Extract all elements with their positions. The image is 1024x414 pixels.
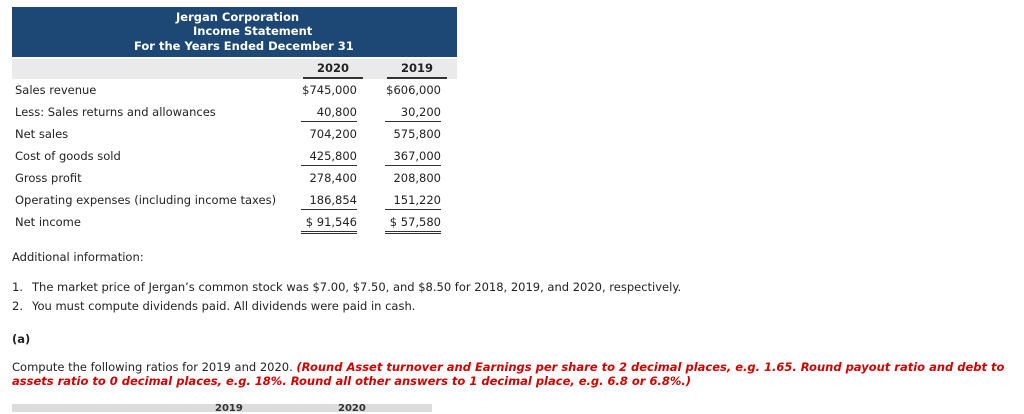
- list-item: [12, 299, 415, 313]
- value-2019: $606,000: [386, 83, 441, 97]
- list-number: 2.: [12, 299, 23, 313]
- value-2019: 575,800: [393, 127, 441, 141]
- answer-column-2020: 2020: [338, 403, 366, 414]
- list-item: [12, 280, 681, 294]
- instructions: [12, 360, 1020, 388]
- statement-period: For the Years Ended December 31: [134, 39, 354, 53]
- list-text: The market price of Jergan’s common stock was $7.00, $7.50, and $8.50 for 2018, 2019, and 2020, respectively.: [32, 280, 682, 294]
- row-label: Operating expenses (including income taxes): [15, 193, 277, 207]
- company-name: Jergan Corporation: [176, 10, 300, 24]
- value-2020: 278,400: [309, 171, 357, 185]
- row-label: Less: Sales returns and allowances: [15, 105, 216, 119]
- value-2020: $ 91,546: [301, 213, 357, 234]
- value-2020: 186,854: [301, 191, 357, 210]
- value-2020: 425,800: [301, 147, 357, 166]
- value-2020: 704,200: [309, 127, 357, 141]
- list-text: You must compute dividends paid. All dividends were paid in cash.: [32, 299, 416, 313]
- row-label: Gross profit: [15, 171, 82, 185]
- part-label: (a): [12, 332, 31, 346]
- statement-title: Income Statement: [193, 24, 313, 38]
- column-header-2020: 2020: [303, 59, 363, 79]
- column-header-2019: 2019: [387, 59, 447, 79]
- value-2019: $ 57,580: [385, 213, 441, 234]
- value-2019: 208,800: [393, 171, 441, 185]
- value-2020: $745,000: [302, 83, 357, 97]
- value-2019: 151,220: [385, 191, 441, 210]
- row-label: Net income: [15, 215, 81, 229]
- additional-info-title: Additional information:: [12, 250, 144, 264]
- row-label: Sales revenue: [15, 83, 97, 97]
- value-2020: 40,800: [301, 103, 357, 122]
- statement-header: [12, 7, 457, 57]
- rounding-note: (Round Asset turnover and Earnings per share to 2 decimal places, e.g. 1.65. Round payout ratio and debt to assets ratio to 0 decimal places, e.g. 18%. Round all other answers to 1 decimal place, e.g. 6.8 or 6.8%.): [12, 360, 1005, 388]
- value-2019: 30,200: [385, 103, 441, 122]
- instructions-lead: Compute the following ratios for 2019 and 2020.: [12, 360, 293, 374]
- answer-column-2019: 2019: [215, 403, 243, 414]
- row-label: Cost of goods sold: [15, 149, 121, 163]
- row-label: Net sales: [15, 127, 69, 141]
- list-number: 1.: [12, 280, 23, 294]
- value-2019: 367,000: [385, 147, 441, 166]
